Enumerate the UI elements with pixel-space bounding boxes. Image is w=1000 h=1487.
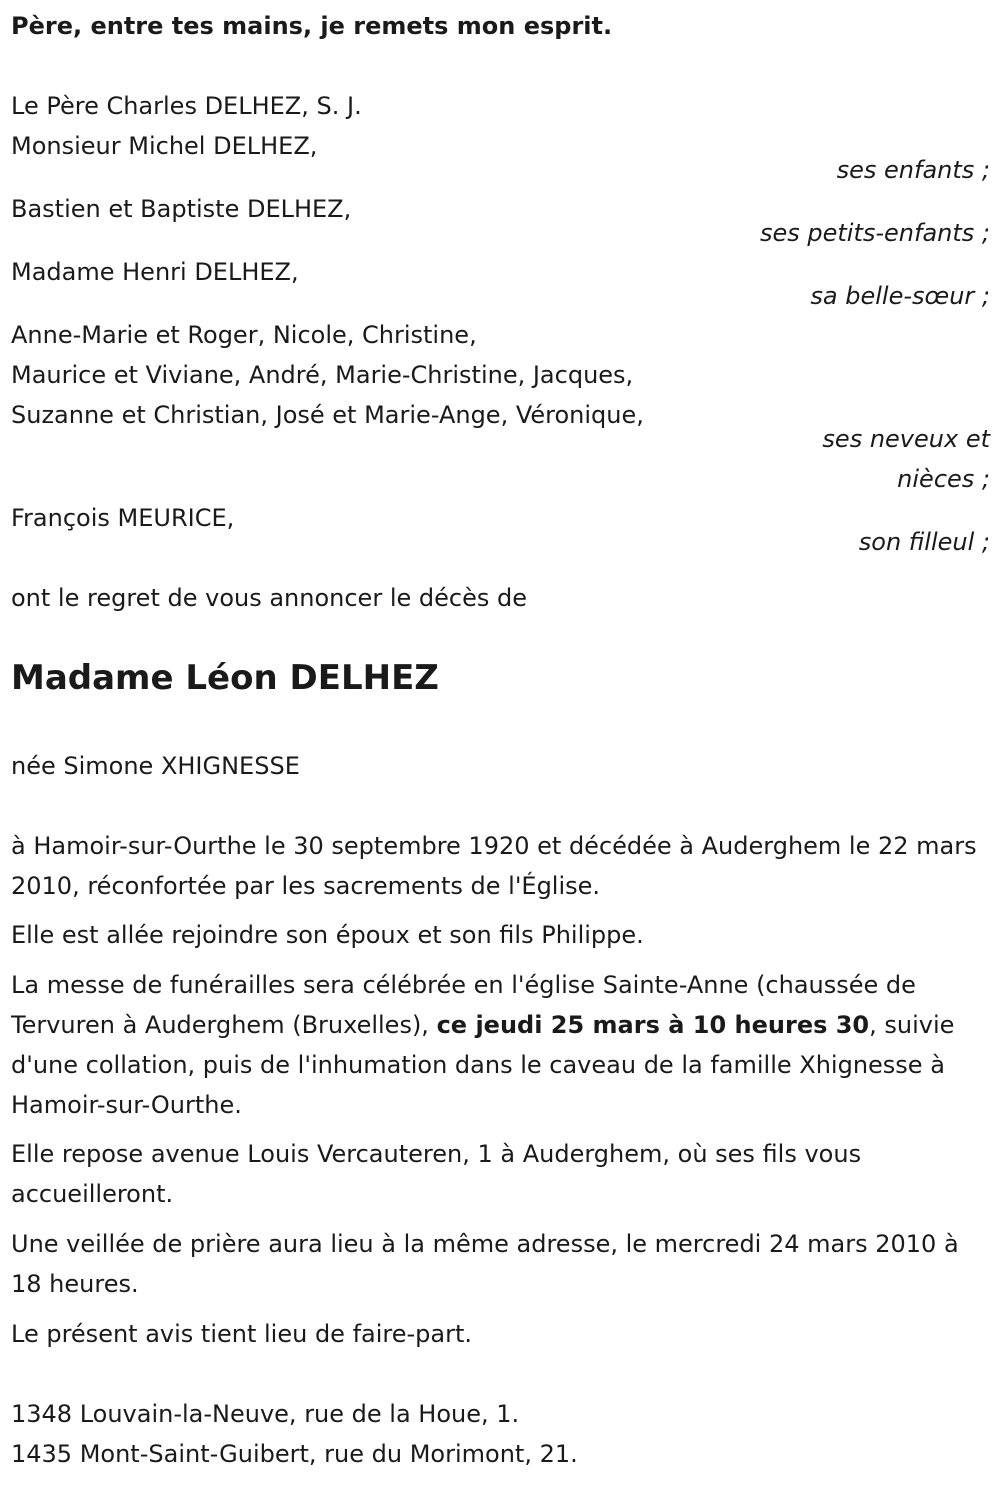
godson: François MEURICE, [11, 504, 235, 532]
addresses [11, 1394, 991, 1474]
notice-paragraph: Le présent avis tient lieu de faire-part. [11, 1320, 473, 1348]
joined-paragraph: Elle est allée rejoindre son époux et son fils Philippe. [11, 921, 644, 949]
mass-text: La messe de funérailles sera célébrée en l'église Sainte-Anne (chaussée de Tervuren à Auderghem (Bruxelles), [11, 971, 916, 1039]
nephews-role-line: nièces ; [897, 465, 990, 493]
nephews-role [810, 419, 990, 499]
vigil-paragraph: Une veillée de prière aura lieu à la même adresse, le mercredi 24 mars 2010 à 18 heures. [11, 1230, 959, 1298]
godson-role: son filleul ; [858, 528, 990, 556]
deceased-name: Madame Léon DELHEZ [11, 658, 439, 698]
children-role: ses enfants ; [836, 156, 990, 184]
nephew-line: Maurice et Viviane, André, Marie-Christine, Jacques, [11, 361, 634, 389]
mass-paragraph [11, 965, 981, 1125]
child-name: Monsieur Michel DELHEZ, [11, 132, 318, 160]
announcement: ont le regret de vous annoncer le décès de [11, 584, 527, 612]
nephews-names [11, 315, 991, 435]
rests-paragraph: Elle repose avenue Louis Vercauteren, 1 à Auderghem, où ses fils vous accueilleront. [11, 1140, 862, 1208]
maiden-name: née Simone XHIGNESSE [11, 752, 300, 780]
verse: Père, entre tes mains, je remets mon esprit. [11, 12, 613, 40]
mass-text-end: , suivie d'une collation, puis de l'inhumation dans le caveau de la famille Xhignesse à Hamoir-sur-Ourthe. [11, 1011, 955, 1119]
grandchild-name: Bastien et Baptiste DELHEZ, [11, 195, 352, 223]
nephews-role-line: ses neveux et [822, 425, 990, 453]
nephew-line: Suzanne et Christian, José et Marie-Ange, Véronique, [11, 401, 644, 429]
address-line: 1348 Louvain-la-Neuve, rue de la Houe, 1. [11, 1400, 520, 1428]
nephew-line: Anne-Marie et Roger, Nicole, Christine, [11, 321, 477, 349]
address-line: 1435 Mont-Saint-Guibert, rue du Morimont, 21. [11, 1440, 578, 1468]
sister-in-law-role: sa belle-sœur ; [810, 282, 990, 310]
grandchildren-role: ses petits-enfants ; [759, 219, 990, 247]
mass-date: ce jeudi 25 mars à 10 heures 30 [436, 1011, 870, 1039]
sister-in-law: Madame Henri DELHEZ, [11, 258, 299, 286]
child-name: Le Père Charles DELHEZ, S. J. [11, 92, 362, 120]
birth-paragraph: à Hamoir-sur-Ourthe le 30 septembre 1920 et décédée à Auderghem le 22 mars 2010, réconfortée par les sacrements de l'Église. [11, 832, 977, 900]
